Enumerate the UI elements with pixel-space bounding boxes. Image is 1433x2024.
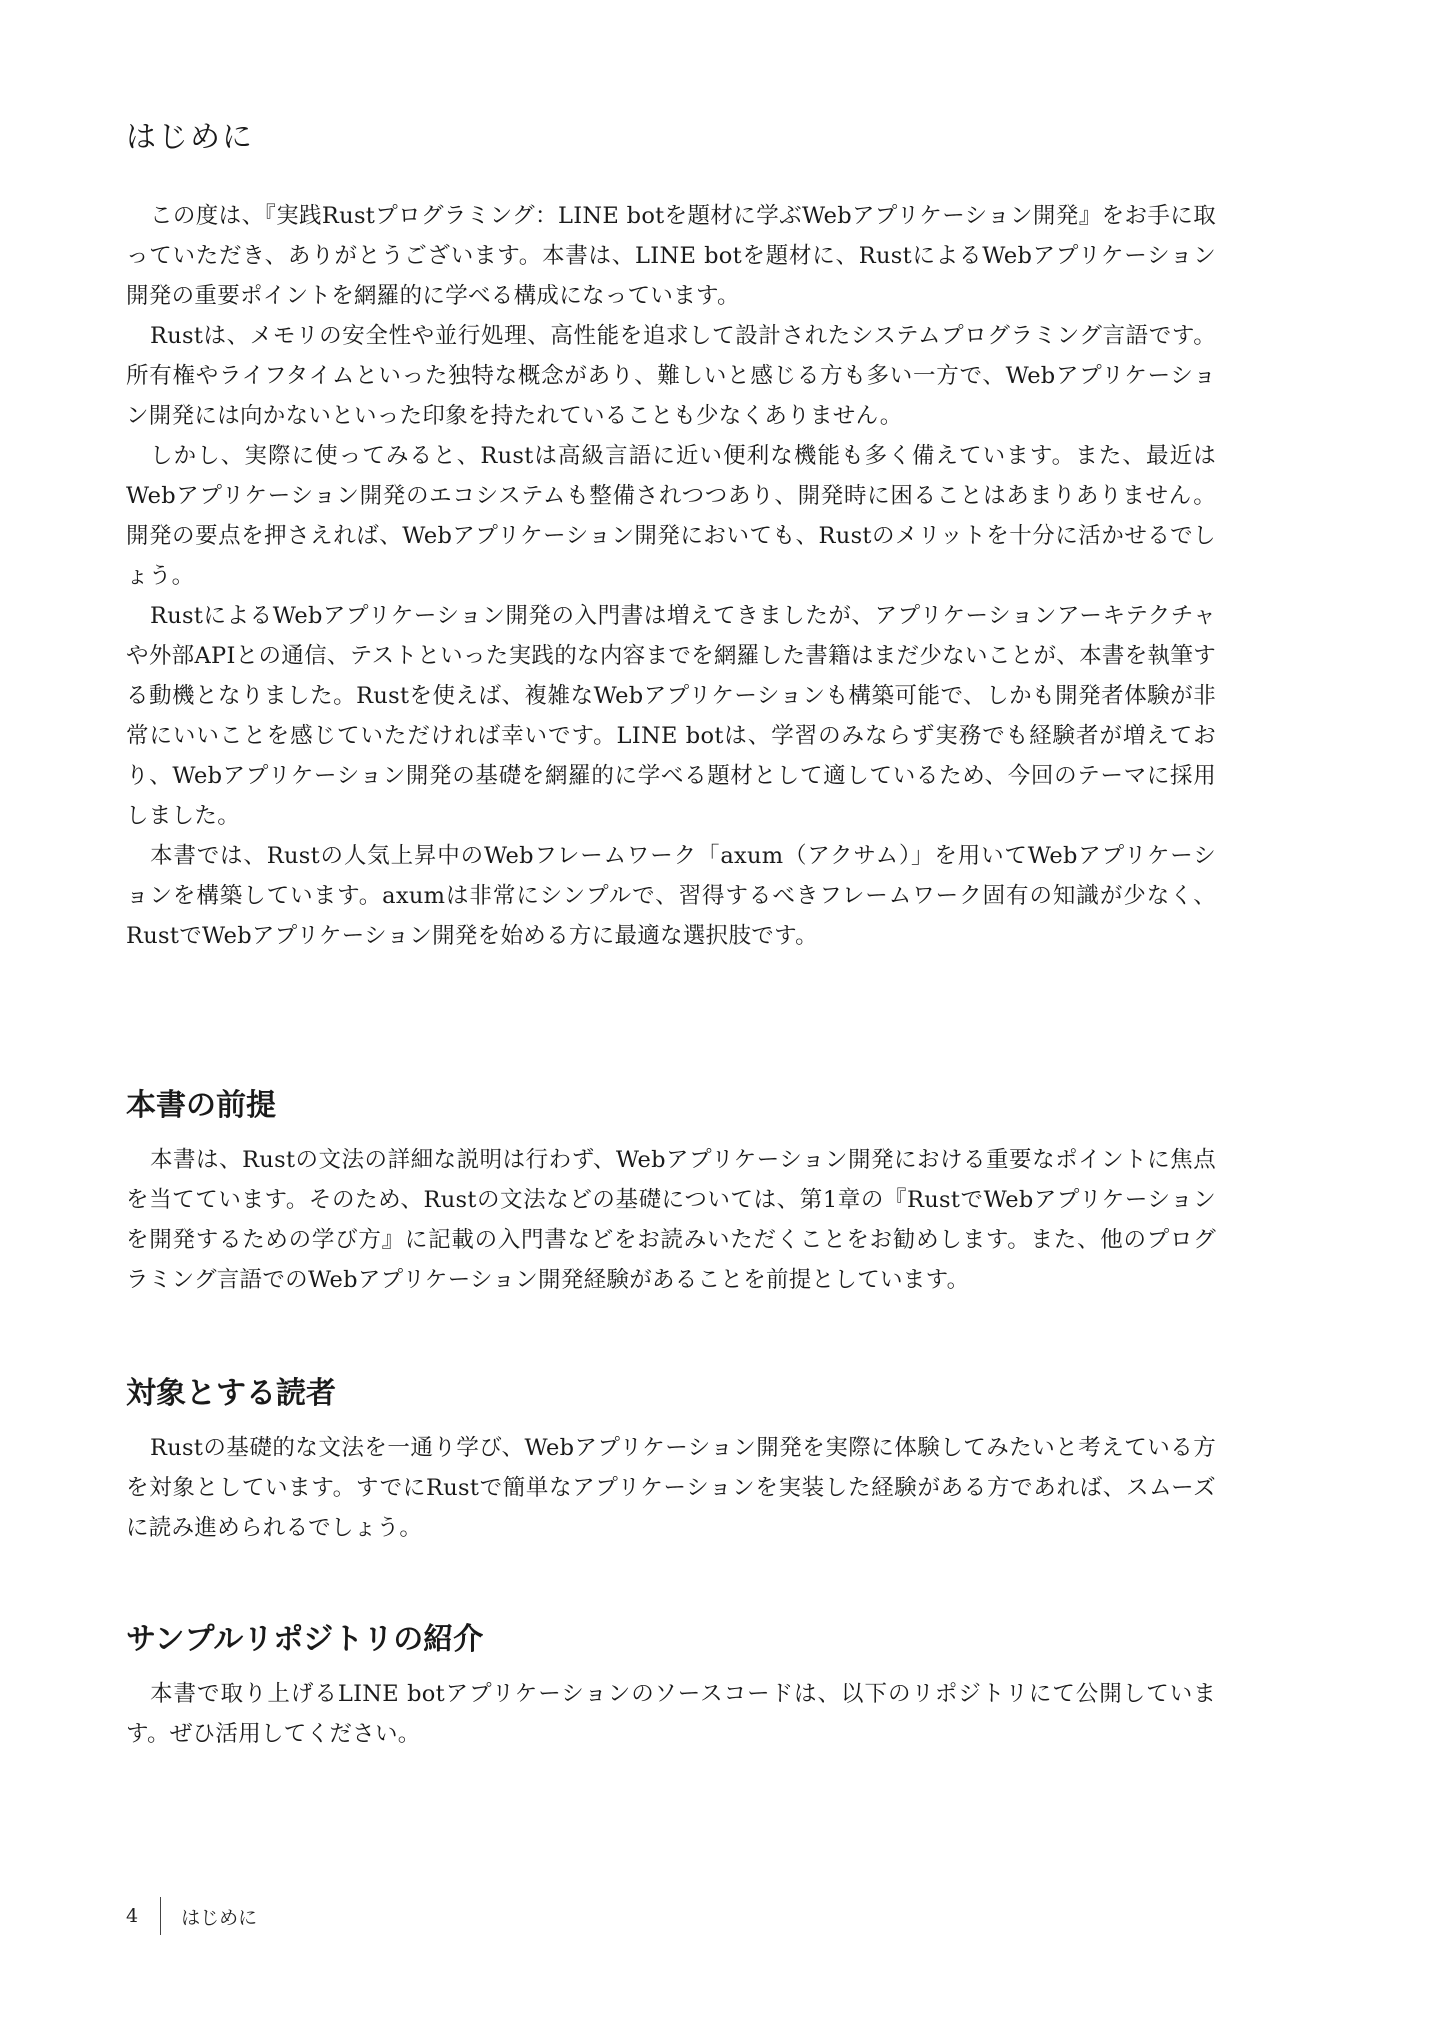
- audience-heading: 対象とする読者: [126, 1376, 336, 1411]
- audience-paragraph: Rustの基礎的な文法を一通り学び、Webアプリケーション開発を実際に体験してみたいと考えている方を対象としています。すでにRustで簡単なアプリケーションを実装した経験がある方であれば、スムーズに読み進められるでしょう。: [126, 1435, 1216, 1541]
- intro-paragraph: RustによるWebアプリケーション開発の入門書は増えてきましたが、アプリケーションアーキテクチャや外部APIとの通信、テストといった実践的な内容までを網羅した書籍はまだ少ないことが、本書を執筆する動機となりました。Rustを使えば、複雑なWebアプリケーションも構築可能で、しかも開発者体験が非常にいいことを感じていただければ幸いです。LINE botは、学習のみならず実務でも経験者が増えており、Webアプリケーション開発の基礎を網羅的に学べる題材として適しているため、今回のテーマに採用しました。: [126, 603, 1216, 829]
- prerequisites-heading: 本書の前提: [126, 1088, 276, 1123]
- running-title: はじめに: [181, 1906, 258, 1929]
- footer-divider: [160, 1897, 161, 1935]
- repository-heading: サンプルリポジトリの紹介: [126, 1622, 484, 1657]
- prerequisites-section: [126, 1140, 1216, 1300]
- intro-paragraph: Rustは、メモリの安全性や並行処理、高性能を追求して設計されたシステムプログラミング言語です。所有権やライフタイムといった独特な概念があり、難しいと感じる方も多い一方で、Webアプリケーション開発には向かないといった印象を持たれていることも少なくありません。: [126, 323, 1216, 429]
- repository-section: [126, 1674, 1216, 1754]
- prerequisites-paragraph: 本書は、Rustの文法の詳細な説明は行わず、Webアプリケーション開発における重要なポイントに焦点を当てています。そのため、Rustの文法などの基礎については、第1章の『RustでWebアプリケーションを開発するための学び方』に記載の入門書などをお読みいただくことをお勧めします。また、他のプログラミング言語でのWebアプリケーション開発経験があることを前提としています。: [126, 1147, 1216, 1293]
- chapter-title: はじめに: [126, 120, 254, 155]
- repository-paragraph: 本書で取り上げるLINE botアプリケーションのソースコードは、以下のリポジトリにて公開しています。ぜひ活用してください。: [126, 1681, 1216, 1747]
- intro-paragraph: この度は、『実践Rustプログラミング：LINE botを題材に学ぶWebアプリケーション開発』をお手に取っていただき、ありがとうございます。本書は、LINE botを題材に、RustによるWebアプリケーション開発の重要ポイントを網羅的に学べる構成になっています。: [126, 203, 1216, 309]
- intro-paragraph: しかし、実際に使ってみると、Rustは高級言語に近い便利な機能も多く備えています。また、最近はWebアプリケーション開発のエコシステムも整備されつつあり、開発時に困ることはあまりありません。開発の要点を押さえれば、Webアプリケーション開発においても、Rustのメリットを十分に活かせるでしょう。: [126, 443, 1216, 589]
- page-footer: [126, 1896, 257, 1936]
- page-number: 4: [126, 1905, 139, 1927]
- audience-section: [126, 1428, 1216, 1548]
- intro-section: [126, 196, 1216, 956]
- intro-paragraph: 本書では、Rustの人気上昇中のWebフレームワーク「axum（アクサム）」を用いてWebアプリケーションを構築しています。axumは非常にシンプルで、習得するべきフレームワーク固有の知識が少なく、RustでWebアプリケーション開発を始める方に最適な選択肢です。: [126, 843, 1216, 949]
